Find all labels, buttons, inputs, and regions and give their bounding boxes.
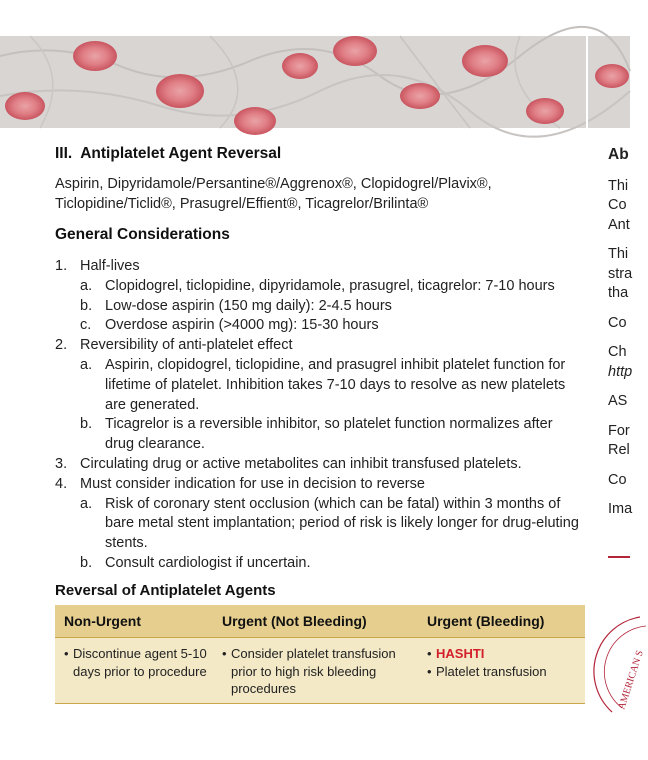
sidebar-text: Thi [608, 246, 629, 262]
list-item [55, 336, 585, 356]
svg-text:AMERICAN S: AMERICAN S [616, 649, 646, 711]
sub-marker: c. [80, 317, 92, 334]
sidebar-text: Co [608, 197, 627, 213]
reversal-table-heading: Reversal of Antiplatelet Agents [55, 581, 276, 599]
bullet: • [427, 646, 432, 662]
sub-item [55, 495, 585, 554]
society-seal-logo [600, 612, 646, 722]
sub-marker: a. [80, 277, 93, 294]
sub-item-text: Risk of coronary stent occlusion (which can be fatal) within 3 months of bare metal stent implantation; period of risk is likely longer for drug-eluting stents. [105, 495, 579, 552]
sub-marker: a. [80, 495, 93, 512]
sidebar-text: Thi [608, 177, 629, 194]
sidebar-heading: Ab [608, 146, 629, 163]
sidebar-text: Rel [608, 442, 630, 458]
main-column [55, 145, 585, 704]
sub-item-text: Ticagrelor is a reversible inhibitor, so platelet function normalizes after drug clearance. [105, 416, 553, 453]
sub-item [55, 415, 585, 455]
list-marker: 3. [55, 455, 68, 472]
section-heading [55, 145, 585, 163]
hashti-link[interactable]: HASHTI [436, 646, 485, 662]
red-blood-cells-image [0, 36, 630, 128]
sidebar-accent-rule [608, 556, 630, 558]
table-header-row [55, 605, 585, 638]
cell-text: Consider platelet transfusion prior to high risk bleeding procedures [231, 646, 396, 697]
header-banner-image [0, 36, 630, 128]
sidebar-text: Co [608, 471, 627, 488]
list-item [55, 475, 585, 495]
general-considerations-heading: General Considerations [55, 226, 230, 243]
right-sidebar-clipped [608, 145, 648, 520]
sidebar-text: Co [608, 314, 627, 331]
list-item-text: Reversibility of anti-platelet effect [80, 337, 293, 354]
sidebar-text: stra [608, 265, 633, 282]
sidebar-text: Ch [608, 344, 627, 360]
bullet: • [427, 663, 432, 679]
sub-item [55, 297, 585, 317]
list-marker: 4. [55, 475, 68, 492]
list-item [55, 455, 585, 475]
banner-divider [586, 36, 588, 128]
sub-marker: b. [80, 416, 93, 433]
sub-marker: a. [80, 356, 93, 373]
sidebar-text: For [608, 422, 630, 439]
cell-bullet-item [64, 645, 207, 680]
section-number: III. [55, 145, 73, 162]
column-header-urgent-bleeding: Urgent (Bleeding) [418, 605, 585, 638]
sidebar-text: AS [608, 393, 628, 409]
section-title: Antiplatelet Agent Reversal [80, 145, 282, 162]
bullet: • [64, 646, 69, 662]
sidebar-text: Ima [608, 501, 633, 517]
list-item-text: Circulating drug or active metabolites can inhibit transfused platelets. [80, 455, 522, 472]
list-item [55, 257, 585, 277]
sidebar-text: tha [608, 285, 629, 301]
column-header-non-urgent: Non-Urgent [55, 605, 213, 638]
list-marker: 1. [55, 258, 68, 274]
sidebar-link[interactable]: http [608, 363, 633, 380]
considerations-list [55, 257, 585, 574]
sub-item [55, 356, 585, 415]
cell-text: Platelet transfusion [436, 663, 547, 679]
cell-bullet-item [427, 663, 579, 681]
sub-item-text: Clopidogrel, ticlopidine, dipyridamole, prasugrel, ticagrelor: 7-10 hours [105, 277, 555, 294]
sub-item [55, 277, 585, 297]
sub-item [55, 316, 585, 336]
sub-item-text: Low-dose aspirin (150 mg daily): 2-4.5 hours [105, 297, 392, 314]
cell-urgent-not-bleeding [213, 638, 418, 704]
sub-marker: b. [80, 297, 93, 314]
list-marker: 2. [55, 337, 68, 354]
cell-bullet-item [222, 645, 412, 698]
cell-bullet-item [427, 645, 579, 663]
cell-non-urgent [55, 638, 213, 704]
sidebar-text: Ant [608, 216, 630, 233]
sub-marker: b. [80, 554, 93, 571]
column-header-urgent-not-bleeding: Urgent (Not Bleeding) [213, 605, 418, 638]
cell-urgent-bleeding [418, 638, 585, 704]
sub-item-text: Consult cardiologist if uncertain. [105, 554, 311, 571]
sub-item-text: Aspirin, clopidogrel, ticlopidine, and prasugrel inhibit platelet function for lifetime of platelet. Inhibition takes 7-10 days to resolve as new platelets are generated. [105, 356, 566, 413]
list-item-text: Half-lives [80, 258, 140, 274]
table-row [55, 638, 585, 704]
list-item-text: Must consider indication for use in decision to reverse [80, 475, 425, 492]
sub-item-text: Overdose aspirin (>4000 mg): 15-30 hours [105, 317, 379, 334]
reversal-table [55, 605, 585, 704]
sub-item [55, 554, 585, 574]
bullet: • [222, 646, 227, 662]
drug-names: Aspirin, Dipyridamole/Persantine®/Aggrenox®, Clopidogrel/Plavix®, Ticlopidine/Ticlid®, Prasugrel/Effient®, Ticagrelor/Brilinta® [55, 176, 492, 212]
cell-text: Discontinue agent 5-10 days prior to procedure [73, 646, 207, 679]
